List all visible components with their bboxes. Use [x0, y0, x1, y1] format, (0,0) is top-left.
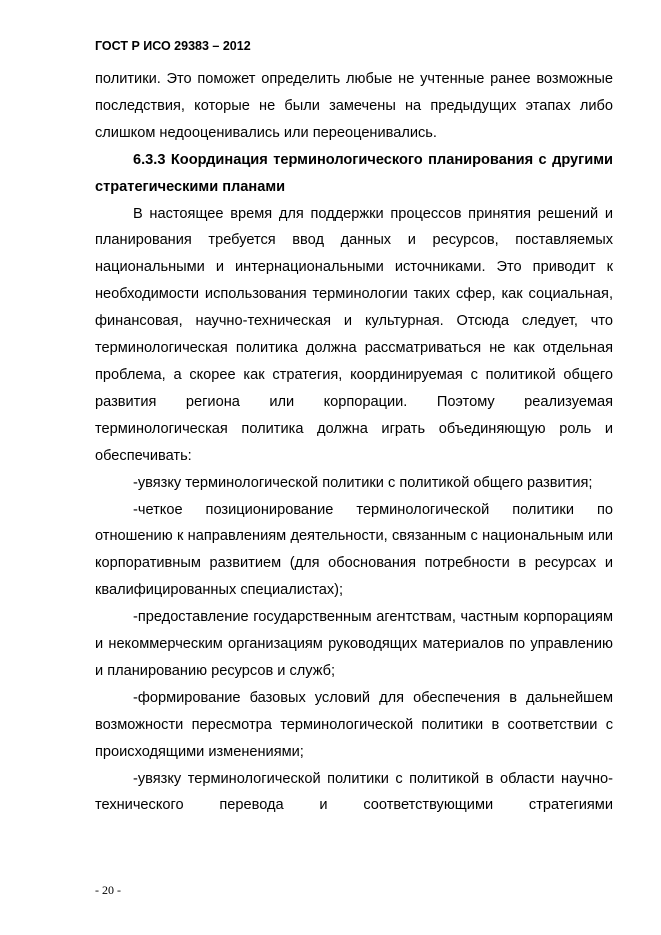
intro-paragraph: В настоящее время для поддержки процессов принятия решений и планирования требуется ввод данных и ресурсов, поставляемых национальными и интернациональными источниками. Это приводит к необходимости использования терминологии таких сфер, как социальная, финансовая, научно-техническая и культурная. Отсюда следует, что терминологическая политика должна рассматриваться не как отдельная проблема, а скорее как стратегия, координируемая с политикой общего развития региона или корпорации. Поэтому реализуемая терминологическая политика должна играть объединяющую роль и обеспечивать: [95, 205, 613, 464]
page-number: - 20 - [95, 883, 121, 897]
list-item: -увязку терминологической политики с политикой в области научно-технического перевода и соответствующими стратегиями [95, 770, 613, 814]
list-item: -предоставление государственным агентствам, частным корпорациям и некоммерческим организациям руководящих материалов по управлению и планированию ресурсов и служб; [95, 609, 613, 679]
section-heading-6-3-3: 6.3.3 Координация терминологического планирования с другими стратегическими планами [95, 151, 613, 195]
document-header-standard-id: ГОСТ Р ИСО 29383 – 2012 [95, 39, 251, 53]
continuation-paragraph: политики. Это поможет определить любые не учтенные ранее возможные последствия, которые не были замечены на предыдущих этапах либо слишком недооценивались или переоценивались. [95, 71, 613, 141]
list-item: -формирование базовых условий для обеспечения в дальнейшем возможности пересмотра терминологической политики в соответствии с происходящими изменениями; [95, 689, 613, 760]
list-item: -четкое позиционирование терминологической политики по отношению к направлениям деятельности, связанным с национальным или корпоративным развитием (для обоснования потребности в ресурсах и квалифицированных специалистах); [95, 501, 613, 599]
list-item: -увязку терминологической политики с политикой общего развития; [133, 474, 593, 491]
document-body [95, 66, 613, 819]
